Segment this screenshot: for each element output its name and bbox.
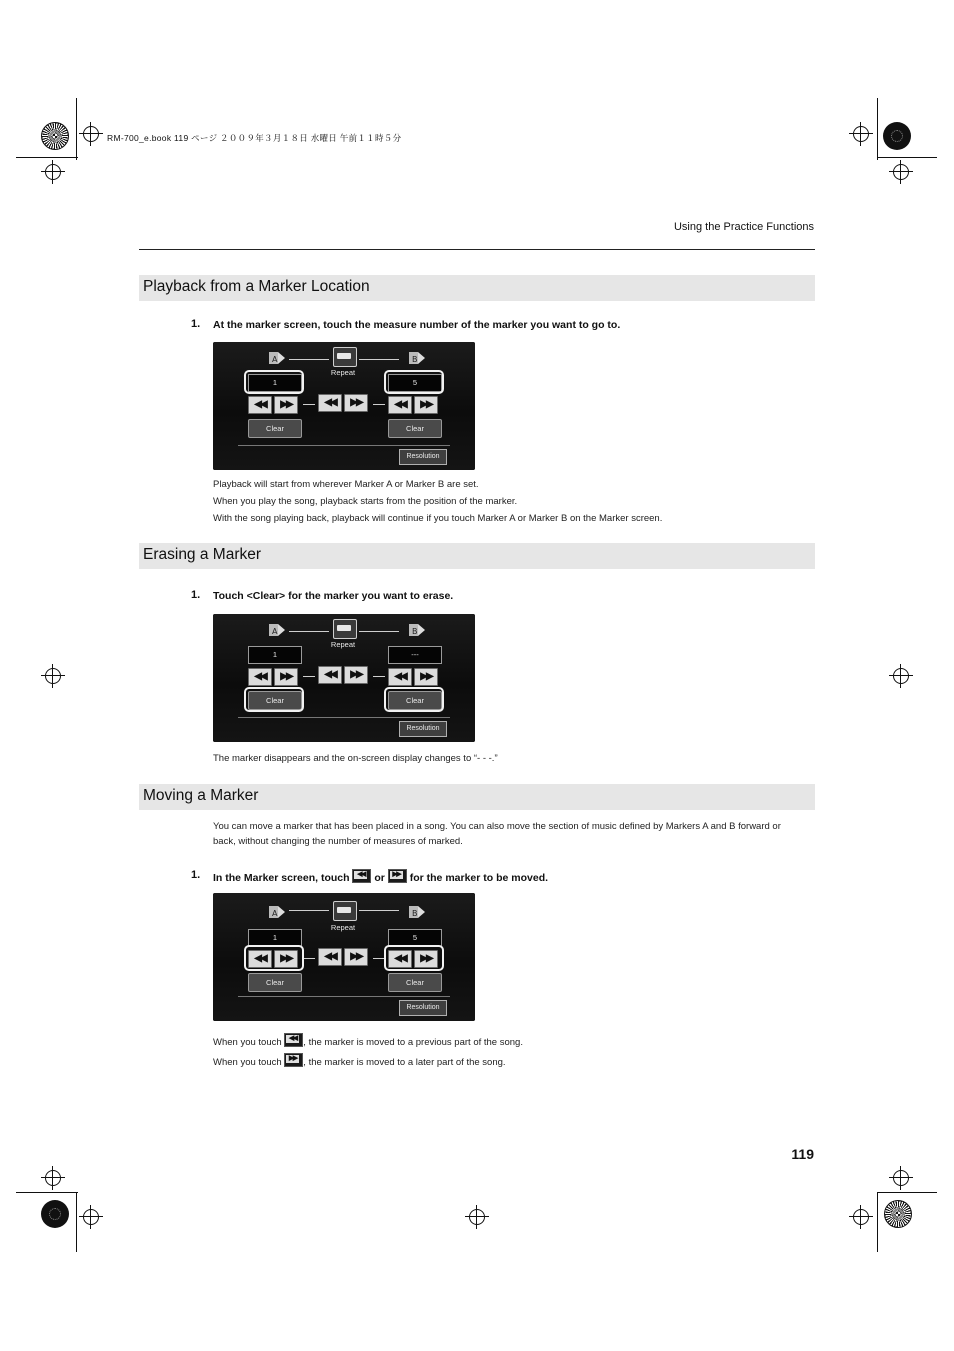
section-heading	[139, 275, 815, 301]
section-title: Erasing a Marker	[143, 546, 262, 563]
marker-b-clear-button[interactable]: Clear	[388, 419, 442, 438]
section-heading	[139, 784, 815, 810]
crop-mark	[877, 98, 878, 160]
section-title: Playback from a Marker Location	[143, 278, 370, 295]
forward-icon	[284, 1053, 303, 1067]
note-prefix: When you touch	[213, 1037, 282, 1048]
rewind-button[interactable]: ◀◀	[248, 396, 272, 414]
registration-crosshair	[853, 126, 869, 142]
marker-a-icon	[269, 623, 285, 637]
rewind-button[interactable]: ◀◀	[388, 668, 412, 686]
repeat-button[interactable]	[333, 347, 357, 367]
svg-text:A: A	[272, 355, 278, 364]
repeat-button[interactable]	[333, 901, 357, 921]
rewind-icon	[352, 869, 371, 883]
ab-move-buttons	[318, 665, 370, 685]
highlight-frame	[384, 370, 444, 394]
registration-crosshair	[853, 1209, 869, 1225]
step-text-part: In the Marker screen, touch	[213, 872, 350, 884]
step-text	[213, 869, 548, 884]
highlight-frame	[384, 945, 444, 971]
marker-a-measure[interactable]: 1	[248, 646, 302, 664]
marker-b-clear-button[interactable]: Clear	[388, 691, 442, 710]
print-info: RM-700_e.book 119 ページ ２００９年３月１８日 水曜日 午前１１時５分	[107, 133, 402, 143]
marker-b-clear-button[interactable]: Clear	[388, 973, 442, 992]
repeat-button[interactable]	[333, 619, 357, 639]
registration-crosshair	[83, 126, 99, 142]
svg-text:A: A	[272, 627, 278, 636]
step-number: 1.	[191, 869, 201, 881]
step-text-part: or	[374, 872, 385, 884]
body-paragraph: The marker disappears and the on-screen display changes to “- - -.”	[213, 753, 498, 764]
svg-text:B: B	[412, 909, 418, 918]
marker-a-measure[interactable]: 1	[248, 929, 302, 947]
marker-a-move-buttons	[248, 395, 300, 415]
body-paragraph: You can move a marker that has been placed in a song. You can also move the section of music defined by Markers A and B forward or back, without changing the number of measures of marked.	[213, 821, 781, 847]
running-header: Using the Practice Functions	[673, 221, 814, 233]
registration-crosshair	[45, 668, 61, 684]
marker-b-icon	[409, 905, 425, 919]
marker-a-icon	[269, 351, 285, 365]
header-rule	[139, 249, 815, 250]
marker-b-move-buttons	[388, 395, 440, 415]
forward-button[interactable]: ▶▶	[274, 396, 298, 414]
marker-a-icon	[269, 905, 285, 919]
marker-a-move-buttons	[248, 667, 300, 687]
svg-text:B: B	[412, 627, 418, 636]
body-paragraph	[213, 1053, 803, 1070]
svg-text:B: B	[412, 355, 418, 364]
repeat-label: Repeat	[330, 923, 356, 932]
step-text: At the marker screen, touch the measure number of the marker you want to go to.	[213, 319, 621, 331]
highlight-frame	[244, 687, 304, 712]
registration-crosshair	[893, 668, 909, 684]
forward-button[interactable]: ▶▶	[414, 950, 438, 968]
body-paragraph: With the song playing back, playback will continue if you touch Marker A or Marker B on the Marker screen.	[213, 513, 663, 524]
note-text: , the marker is moved to a previous part of the song.	[303, 1037, 523, 1048]
rewind-button[interactable]: ◀◀	[318, 948, 342, 966]
marker-b-measure[interactable]: 5	[388, 374, 442, 392]
ab-move-buttons	[318, 947, 370, 967]
crop-mark	[76, 98, 77, 160]
repeat-label: Repeat	[330, 640, 356, 649]
marker-a-clear-button[interactable]: Clear	[248, 691, 302, 710]
forward-button[interactable]: ▶▶	[344, 394, 368, 412]
forward-button[interactable]: ▶▶	[274, 668, 298, 686]
highlight-frame	[244, 945, 304, 971]
section-heading	[139, 543, 815, 569]
marker-b-move-buttons	[388, 667, 440, 687]
rewind-button[interactable]: ◀◀	[248, 668, 272, 686]
rewind-button[interactable]: ◀◀	[318, 394, 342, 412]
registration-dot	[883, 122, 911, 150]
page-number: 119	[791, 1146, 814, 1162]
marker-screen	[213, 614, 475, 742]
registration-crosshair	[45, 164, 61, 180]
forward-button[interactable]: ▶▶	[344, 666, 368, 684]
crop-mark	[877, 1192, 937, 1193]
body-paragraph: Playback will start from wherever Marker A or Marker B are set.	[213, 479, 479, 490]
step-number: 1.	[191, 589, 201, 601]
registration-crosshair	[83, 1209, 99, 1225]
crop-mark	[76, 1192, 77, 1252]
rewind-button[interactable]: ◀◀	[388, 950, 412, 968]
registration-dot	[41, 1200, 69, 1228]
registration-crosshair	[45, 1170, 61, 1186]
rewind-button[interactable]: ◀◀	[318, 666, 342, 684]
resolution-button[interactable]: Resolution	[399, 449, 447, 465]
marker-b-measure[interactable]: ---	[388, 646, 442, 664]
rewind-button[interactable]: ◀◀	[248, 950, 272, 968]
highlight-frame	[384, 687, 444, 712]
registration-crosshair	[893, 1170, 909, 1186]
marker-a-clear-button[interactable]: Clear	[248, 973, 302, 992]
forward-button[interactable]: ▶▶	[414, 668, 438, 686]
registration-starburst	[41, 122, 69, 150]
crop-mark	[877, 1192, 878, 1252]
step-text-part: for the marker to be moved.	[409, 872, 549, 884]
step-number: 1.	[191, 318, 201, 330]
registration-starburst	[884, 1200, 912, 1228]
ab-move-buttons	[318, 393, 370, 413]
marker-a-measure[interactable]: 1	[248, 374, 302, 392]
note-prefix: When you touch	[213, 1057, 282, 1068]
marker-b-measure[interactable]: 5	[388, 929, 442, 947]
body-paragraph	[213, 1033, 803, 1050]
registration-crosshair	[893, 164, 909, 180]
note-text: , the marker is moved to a later part of the song.	[303, 1057, 506, 1068]
marker-screen	[213, 342, 475, 470]
repeat-label: Repeat	[330, 368, 356, 377]
highlight-frame	[244, 370, 304, 394]
registration-crosshair	[469, 1209, 485, 1225]
marker-screen	[213, 893, 475, 1021]
forward-icon	[388, 869, 407, 883]
section-title: Moving a Marker	[143, 787, 259, 804]
marker-b-icon	[409, 351, 425, 365]
forward-button[interactable]: ▶▶	[274, 950, 298, 968]
body-paragraph: When you play the song, playback starts from the position of the marker.	[213, 496, 518, 507]
step-text: Touch <Clear> for the marker you want to erase.	[213, 590, 454, 602]
crop-mark	[877, 157, 937, 158]
crop-mark	[16, 157, 78, 158]
marker-a-clear-button[interactable]: Clear	[248, 419, 302, 438]
marker-b-icon	[409, 623, 425, 637]
forward-button[interactable]: ▶▶	[414, 396, 438, 414]
rewind-icon	[284, 1033, 303, 1047]
rewind-button[interactable]: ◀◀	[388, 396, 412, 414]
forward-button[interactable]: ▶▶	[344, 948, 368, 966]
resolution-button[interactable]: Resolution	[399, 1000, 447, 1016]
crop-mark	[16, 1192, 78, 1193]
svg-text:A: A	[272, 909, 278, 918]
resolution-button[interactable]: Resolution	[399, 721, 447, 737]
